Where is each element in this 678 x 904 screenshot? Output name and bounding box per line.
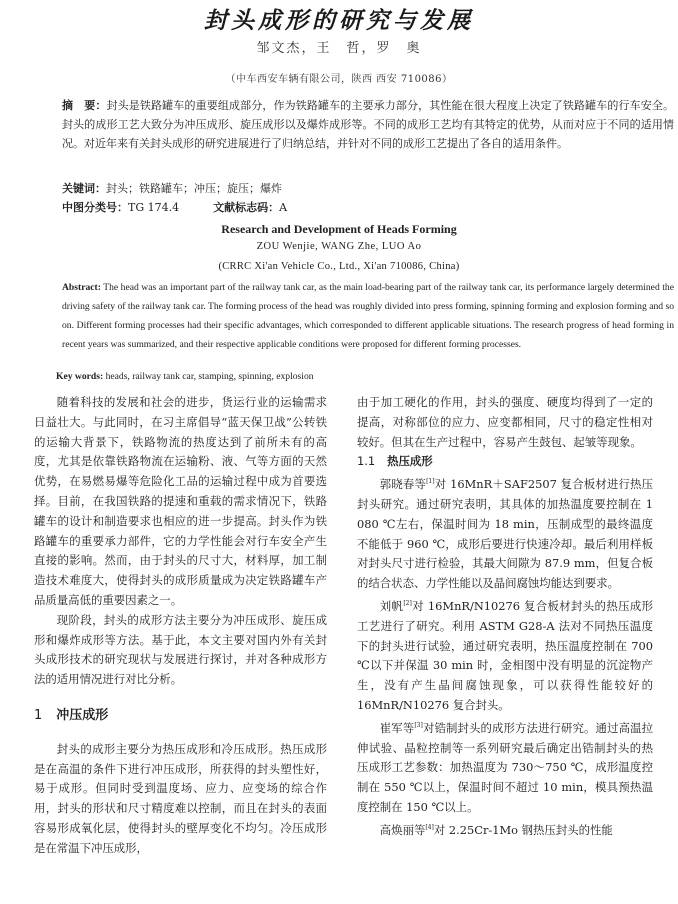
english-affiliation: (CRRC Xi'an Vehicle Co., Ltd., Xi'an 710086, China) xyxy=(218,261,460,272)
affiliation: （中车西安车辆有限公司，陕西 西安 710086） xyxy=(225,74,453,85)
abstract-en-text: The head was an important part of the railway tank car, as the main load-bearing part of the railway tank car, its performance largely determined the driving safety of the railway tank car. The forming process of the head was roughly divided into press forming, spinning forming and explosion forming and so on. Different forming processes had their specific advantages, which corresponded to different applicable situations. The research progress of head forming in recent years was summarized, and their respective applicable conditions were proposed for different forming processes. xyxy=(62,282,674,350)
continued-paragraph: 由于加工硬化的作用，封头的强度、硬度均得到了一定的提高，对称部位的应力、应变都相同，尺寸的稳定性相对较好。但其在生产过程中，容易产生鼓包、起皱等现象。 xyxy=(357,395,653,449)
abstract-text: 封头是铁路罐车的重要组成部分，作为铁路罐车的主要承力部分，其性能在很大程度上决定了铁路罐车的行车安全。封头的成形工艺大致分为冲压成形、旋压成形以及爆炸成形等。不同的成形工艺均有其特定的优势，从而对应于不同的适用情况。对近年来有关封头成形的研究进展进行了归纳总结，并针对不同的成形工艺提出了各自的适用条件。 xyxy=(62,99,675,150)
section-1-1-title: 热压成形 xyxy=(387,454,433,469)
intro-paragraph-2: 现阶段，封头的成形方法主要分为冲压成形、旋压成形和爆炸成形等方法。基于此，本文主要对国内外有关封头成形技术的研究现状与发展进行探讨，并对各种成形方法的适用情况进行对比分析。 xyxy=(34,612,327,687)
clc-value: TG 174.4 xyxy=(128,201,180,214)
ref-1-paragraph xyxy=(357,472,653,594)
body-column-right xyxy=(357,393,653,841)
english-title: Research and Development of Heads Forming xyxy=(221,222,457,236)
ref-2-paragraph xyxy=(357,594,653,716)
body-column-left xyxy=(34,393,327,859)
clc-label: 中图分类号： xyxy=(62,201,128,214)
ref-1-text: 对 16MnR＋SAF2507 复合板材进行热压封头研究。通过研究表明，其具体的加热温度要控制在 1 080 ℃左右，保温时间为 18 min，压制成型的最终温度不能低于 960 ℃，成形后要进行快速冷却。最后利用样板对封头尺寸进行检验，其最大间隙为 87.9 mm，但复合板的结合状态、力学性能以及晶间腐蚀均能达到要求。 xyxy=(357,477,653,591)
ref-2-text: 对 16MnR/N10276 复合板材封头的热压成形工艺进行了研究。利用 ASTM G28-A 法对不同热压温度下的封头进行试验，通过研究表明，热压温度控制在 700 ℃以下并保温 30 min 时，金相图中没有明显的沉淀物产生，没有产生晶间腐蚀现象，可以获得性能较好的 16MnR/N10276 复合封头。 xyxy=(357,598,653,712)
abstract-en xyxy=(34,278,674,354)
ref-3-author: 崔军等 xyxy=(379,720,415,735)
section-1-number: 1 xyxy=(34,707,43,723)
classification-line xyxy=(62,200,287,216)
ref-4-text: 对 2.25Cr-1Mo 钢热压封头的性能 xyxy=(433,822,613,837)
citation-mark: [2] xyxy=(403,599,412,607)
ref-1-author: 郭晓春等 xyxy=(379,477,427,492)
ref-3-text: 对锆制封头的成形方法进行研究。通过高温拉伸试验、晶粒控制等一系列研究最后确定出锆制封头的热压成形工艺参数：加热温度为 730～750 ℃，成形温度控制在 550 ℃以上，保温时间不超过 10 min，模具预热温度控制在 150 ℃以上。 xyxy=(357,720,653,814)
keywords-label: 关键词： xyxy=(62,182,106,195)
abstract-cn xyxy=(34,96,674,153)
ref-4-author: 高焕丽等 xyxy=(379,822,426,837)
doc-code-value: A xyxy=(279,201,288,214)
citation-mark: [3] xyxy=(414,721,423,729)
section-1-1-number: 1.1 xyxy=(357,454,376,469)
section-1-title: 冲压成形 xyxy=(56,707,109,723)
keywords-en-text: heads, railway tank car, stamping, spinning, explosion xyxy=(105,371,314,382)
keywords-text: 封头；铁路罐车；冲压；旋压；爆炸 xyxy=(106,182,282,195)
ref-2-author: 刘帆 xyxy=(379,598,404,613)
keywords-en-label: Key words: xyxy=(56,371,104,382)
paper-title: 封头成形的研究与发展 xyxy=(204,8,474,34)
abstract-label: 摘 要： xyxy=(62,99,107,112)
keywords-en xyxy=(56,369,314,385)
section-1-1-heading xyxy=(357,452,653,472)
abstract-en-label: Abstract: xyxy=(62,282,101,293)
citation-mark: [1] xyxy=(426,478,435,486)
keywords-cn xyxy=(62,181,282,197)
ref-3-paragraph xyxy=(357,716,653,818)
ref-4-paragraph xyxy=(357,818,653,841)
doc-code-label: 文献标志码： xyxy=(213,201,280,214)
section-1-heading xyxy=(34,706,327,726)
intro-paragraph-1: 随着科技的发展和社会的进步，货运行业的运输需求日益壮大。与此同时，在习主席倡导“蓝天保卫战”公转铁的运输大背景下，铁路物流的热度达到了前所未有的高度，尤其是依靠铁路物流在运输粉、液、气等方面的天然优势，在易燃易爆等危险化工品的运输过程中成为首要选择。目前，在我国铁路的提速和重载的需求情况下，铁路罐车的设计和制造要求也相应的进一步提高。封头作为铁路罐车的重要承力部件，它的力学性能会对行车安全产生直接的影响。然而，由于封头的尺寸大，材料厚，加工制造技术难度大，使得封头的成形质量成为决定铁路罐车产品质量高低的重要因素之一。 xyxy=(34,395,327,607)
section-1-paragraph: 封头的成形主要分为热压成形和冷压成形。热压成形是在高温的条件下进行冲压成形，所获得的封头塑性好，易于成形。但同时受到温度场、应力、应变场的综合作用，封头的形状和尺寸精度难以控制，而且在封头的表面容易形成氧化层，使得封头的壁厚变化不均匀。冷压成形是在常温下冲压成形， xyxy=(34,741,327,855)
citation-mark: [4] xyxy=(425,823,434,831)
author-list: 邹文杰，王 哲，罗 奥 xyxy=(256,41,422,56)
english-authors: ZOU Wenjie, WANG Zhe, LUO Ao xyxy=(256,241,422,252)
